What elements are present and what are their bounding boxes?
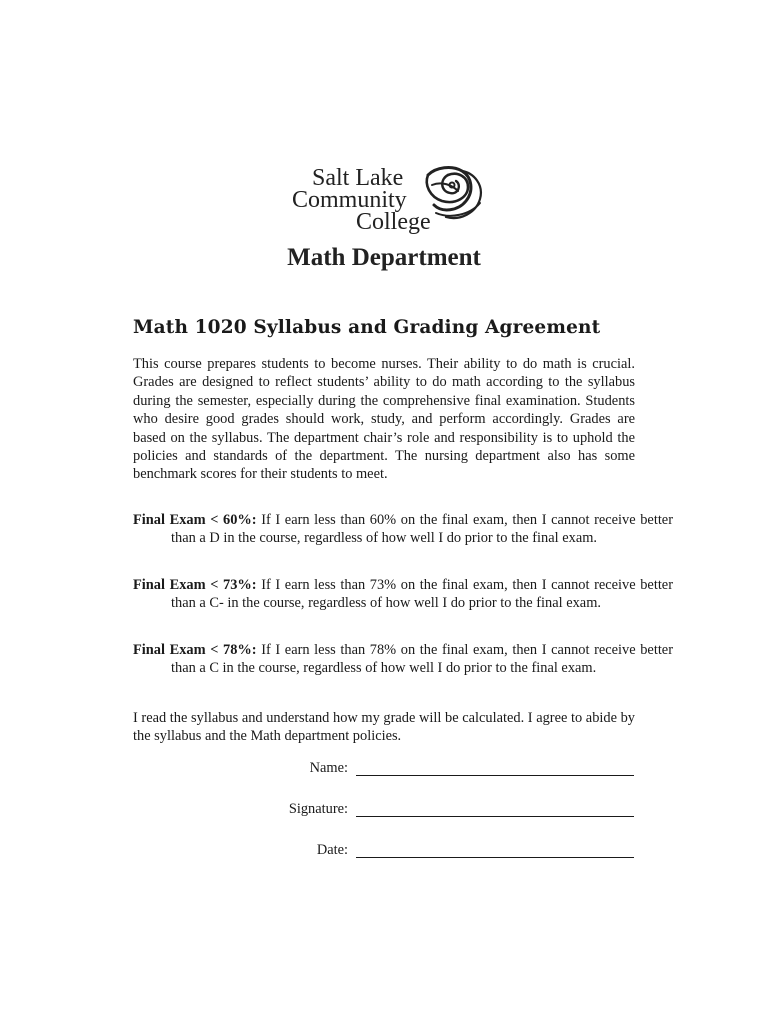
rule-label: Final Exam < 60%: <box>133 512 257 528</box>
logo-line-3: College <box>356 209 431 235</box>
grading-rule-73 <box>133 576 673 613</box>
name-label: Name: <box>309 760 348 776</box>
rule-text: If I earn less than 73% on the final exam, then I cannot receive better than a C- in the course, regardless of how well I do prior to the final exam. <box>171 577 673 612</box>
rule-text: If I earn less than 60% on the final exam, then I cannot receive better than a D in the course, regardless of how well I do prior to the final exam. <box>171 512 673 547</box>
signature-line[interactable] <box>356 816 634 817</box>
signature-field <box>250 801 636 823</box>
rule-text: If I earn less than 78% on the final exam, then I cannot receive better than a C in the course, regardless of how well I do prior to the final exam. <box>171 642 673 677</box>
logo-line-2: Community <box>292 187 407 213</box>
document-title: Math 1020 Syllabus and Grading Agreement <box>133 317 601 338</box>
date-field <box>250 842 636 864</box>
intro-paragraph: This course prepares students to become nurses. Their ability to do math is crucial. Grades are designed to reflect students’ ability to do math according to the syllabus during the semester, especially during the comprehensive final examination. Students who desire good grades should work, study, and perform accordingly. Grades are based on the syllabus. The department chair’s role and responsibility is to uphold the policies and standards of the department. The nursing department also has some benchmark scores for their students to meet. <box>133 356 635 483</box>
college-logo <box>288 163 488 239</box>
name-signature-line[interactable] <box>356 775 634 776</box>
date-line[interactable] <box>356 857 634 858</box>
grading-rule-78 <box>133 641 673 678</box>
date-label: Date: <box>316 842 348 858</box>
swirl-emblem-icon <box>422 163 486 221</box>
agreement-paragraph: I read the syllabus and understand how my grade will be calculated. I agree to abide by the syllabus and the Math department policies. <box>133 710 635 745</box>
rule-label: Final Exam < 78%: <box>133 642 257 658</box>
name-field <box>250 760 636 782</box>
rule-label: Final Exam < 73%: <box>133 577 257 593</box>
grading-rule-60 <box>133 511 673 548</box>
signature-label: Signature: <box>288 801 348 817</box>
logo-line-1: Salt Lake <box>312 165 404 191</box>
department-heading: Math Department <box>287 244 481 271</box>
